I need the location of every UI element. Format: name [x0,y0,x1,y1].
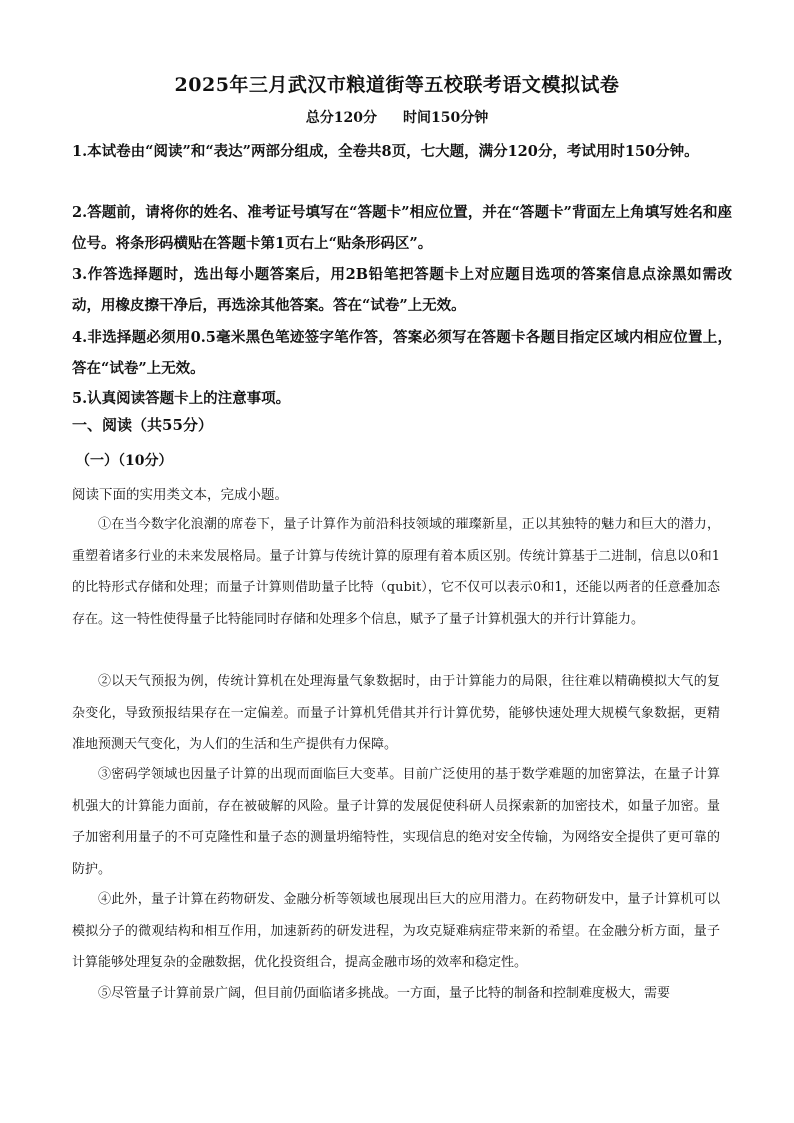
notice-5: 5.认真阅读答题卡上的注意事项。 [72,390,291,407]
total-score: 总分120分 [305,110,377,126]
section-heading: 一、阅读（共55分） [72,416,213,434]
exam-title: 2025年三月武汉市粮道街等五校联考语文模拟试卷 [174,74,620,96]
passage-paragraph-5: ⑤尽管量子计算前景广阔，但目前仍面临诸多挑战。一方面，量子比特的制备和控制难度极大，需要 [98,986,671,1001]
subsection-heading: （一）（10分） [76,453,173,469]
notice-2: 2.答题前，请将你的姓名、准考证号填写在“答题卡”相应位置，并在“答题卡”背面左上角填写姓名和座位号。将条形码横贴在答题卡第1页右上“贴条形码区”。 [72,204,732,252]
reading-instruction: 阅读下面的实用类文本，完成小题。 [72,487,288,503]
passage-paragraph-3: ③密码学领域也因量子计算的出现而面临巨大变革。目前广泛使用的基于数学难题的加密算法，在量子计算机强大的计算能力面前，存在被破解的风险。量子计算的发展促使科研人员探索新的加密技术，如量子加密。量子加密利用量子的不可克隆性和量子态的测量坍缩特性，实现信息的绝对安全传输，为网络安全提供了更可靠的防护。 [72,767,720,877]
exam-meta [0,107,794,127]
passage-paragraph-4: ④此外，量子计算在药物研发、金融分析等领域也展现出巨大的应用潜力。在药物研发中，量子计算机可以模拟分子的微观结构和相互作用，加速新药的研发进程，为攻克疑难病症带来新的希望。在金融分析方面，量子计算能够处理复杂的金融数据，优化投资组合，提高金融市场的效率和稳定性。 [72,892,720,970]
notice-4: 4.非选择题必须用0.5毫米黑色笔迹签字笔作答，答案必须写在答题卡各题目指定区域内相应位置上，答在“试卷”上无效。 [72,329,732,377]
notice-3: 3.作答选择题时，选出每小题答案后，用2B铅笔把答题卡上对应题目选项的答案信息点涂黑如需改动，用橡皮擦干净后，再选涂其他答案。答在“试卷”上无效。 [72,266,732,314]
notice-1: 1.本试卷由“阅读”和“表达”两部分组成，全卷共8页，七大题，满分120分，考试用时150分钟。 [72,143,699,160]
passage-paragraph-2: ②以天气预报为例，传统计算机在处理海量气象数据时，由于计算能力的局限，往往难以精确模拟大气的复杂变化，导致预报结果存在一定偏差。而量子计算机凭借其并行计算优势，能够快速处理大规模气象数据，更精准地预测天气变化，为人们的生活和生产提供有力保障。 [72,674,720,752]
exam-time: 时间150分钟 [403,110,489,126]
passage-paragraph-1: ①在当今数字化浪潮的席卷下，量子计算作为前沿科技领域的璀璨新星，正以其独特的魅力和巨大的潜力，重塑着诸多行业的未来发展格局。量子计算与传统计算的原理有着本质区别。传统计算基于二进制，信息以0和1的比特形式存储和处理；而量子计算则借助量子比特（qubit），它不仅可以表示0和1，还能以两者的任意叠加态存在。这一特性使得量子比特能同时存储和处理多个信息，赋予了量子计算机强大的并行计算能力。 [72,517,720,627]
